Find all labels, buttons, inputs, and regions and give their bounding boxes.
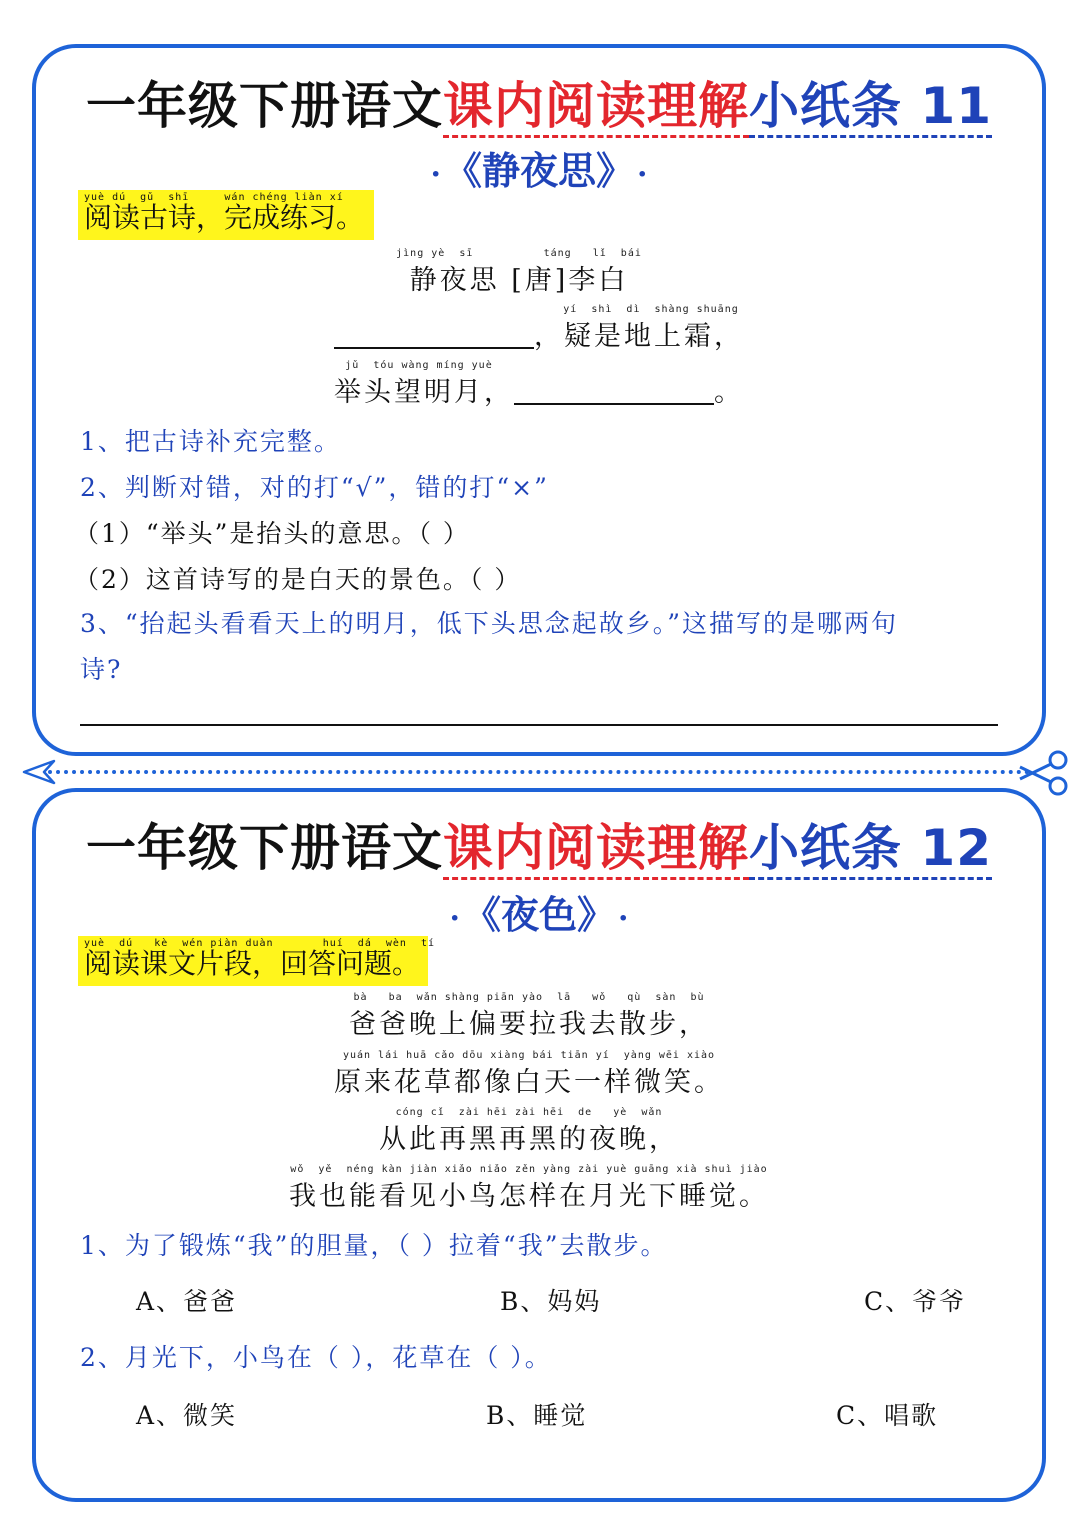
dot-left: · bbox=[430, 157, 441, 192]
poem-title: 静夜思 [唐]李白 bbox=[409, 265, 629, 296]
question-2-item-2[interactable]: （2）这首诗写的是白天的景色。（ ） bbox=[74, 565, 522, 594]
poem-line1-pinyin: yí shì dì shàng shuāng bbox=[563, 304, 739, 315]
passage-line4: 我也能看见小鸟怎样在月光下睡觉。 bbox=[289, 1181, 769, 1212]
fill-blank-1[interactable] bbox=[334, 347, 534, 349]
answer-line[interactable] bbox=[80, 724, 998, 726]
dot-left: · bbox=[449, 901, 460, 936]
q1-option-b[interactable]: B、妈妈 bbox=[500, 1287, 602, 1316]
dot-right: · bbox=[618, 901, 629, 936]
question-2-item-1[interactable]: （1）“举头”是抬头的意思。（ ） bbox=[74, 519, 470, 548]
q1-option-a[interactable]: A、爸爸 bbox=[136, 1287, 238, 1316]
passage-line4-pinyin: wǒ yě néng kàn jiàn xiǎo niǎo zěn yàng zài yuè guāng xià shuì jiào bbox=[290, 1164, 768, 1175]
poem-line1-text: ，疑是地上霜， bbox=[534, 321, 744, 352]
poem-line2 bbox=[36, 370, 1042, 409]
instruction-pinyin: yuè dú gǔ shī wán chéng liàn xí bbox=[84, 192, 344, 203]
title-part-blue: 小纸条 12 bbox=[749, 819, 992, 880]
poem-line2-text: 举头望明月， bbox=[334, 377, 514, 408]
instruction-pinyin: yuè dú kè wén piàn duàn huí dá wèn tí bbox=[84, 938, 436, 949]
q2-option-b[interactable]: B、睡觉 bbox=[486, 1401, 588, 1430]
title-part-black: 一年级下册语文 bbox=[86, 819, 443, 877]
instruction-text: 阅读课文片段，回答问题。 bbox=[84, 947, 421, 980]
q2-option-c[interactable]: C、唱歌 bbox=[836, 1401, 939, 1430]
strip-title bbox=[36, 808, 1042, 880]
title-part-red: 课内阅读理解 bbox=[443, 818, 749, 880]
reading-strip-12 bbox=[32, 788, 1046, 1502]
passage-line3: 从此再黑再黑的夜晚， bbox=[379, 1124, 679, 1155]
arrow-left-icon bbox=[22, 758, 56, 786]
poem-line2-end: 。 bbox=[714, 377, 744, 408]
instruction-text: 阅读古诗，完成练习。 bbox=[84, 201, 365, 234]
passage-line3-pinyin: cóng cǐ zài hēi zài hēi de yè wǎn bbox=[395, 1107, 663, 1118]
passage-line2-pinyin: yuán lái huā cǎo dōu xiàng bái tiān yí yàng wēi xiào bbox=[342, 1050, 716, 1061]
passage-line1: 爸爸晚上偏要拉我去散步， bbox=[349, 1009, 709, 1040]
title-part-blue: 小纸条 11 bbox=[749, 77, 992, 138]
poem-line2-pinyin: jǔ tóu wàng míng yuè bbox=[345, 360, 493, 371]
subtitle-text: 《静夜思》 bbox=[462, 148, 615, 193]
question-1: 1、把古诗补充完整。 bbox=[80, 427, 341, 456]
fill-blank-2[interactable] bbox=[514, 403, 714, 405]
cut-line bbox=[40, 770, 1030, 774]
q1-option-c[interactable]: C、爷爷 bbox=[864, 1287, 967, 1316]
q2-option-a[interactable]: A、微笑 bbox=[136, 1401, 238, 1430]
title-part-red: 课内阅读理解 bbox=[443, 76, 749, 138]
strip-subtitle bbox=[36, 140, 1042, 195]
title-part-black: 一年级下册语文 bbox=[86, 77, 443, 135]
passage-line1-pinyin: bà ba wǎn shàng piān yào lā wǒ qù sàn bù bbox=[353, 992, 705, 1003]
instruction-highlight bbox=[78, 190, 374, 240]
subtitle-text: 《夜色》 bbox=[481, 892, 596, 937]
question-2[interactable]: 2、月光下，小鸟在（ ），花草在（ ）。 bbox=[80, 1343, 552, 1372]
poem-line1 bbox=[36, 314, 1042, 353]
strip-subtitle bbox=[36, 884, 1042, 939]
dot-right: · bbox=[637, 157, 648, 192]
scissors-icon bbox=[1016, 750, 1072, 796]
question-3: 3、“抬起头看看天上的明月，低下头思念起故乡。”这描写的是哪两句 bbox=[80, 609, 898, 638]
strip-title bbox=[36, 66, 1042, 138]
reading-strip-11 bbox=[32, 44, 1046, 756]
poem-title-pinyin: jìng yè sī táng lǐ bái bbox=[396, 248, 642, 259]
instruction-highlight bbox=[78, 936, 436, 986]
question-3-cont: 诗? bbox=[80, 655, 123, 684]
question-1[interactable]: 1、为了锻炼“我”的胆量，（ ）拉着“我”去散步。 bbox=[80, 1231, 668, 1260]
question-2: 2、判断对错，对的打“√”，错的打“×” bbox=[80, 473, 549, 502]
passage-line2: 原来花草都像白天一样微笑。 bbox=[334, 1067, 724, 1098]
